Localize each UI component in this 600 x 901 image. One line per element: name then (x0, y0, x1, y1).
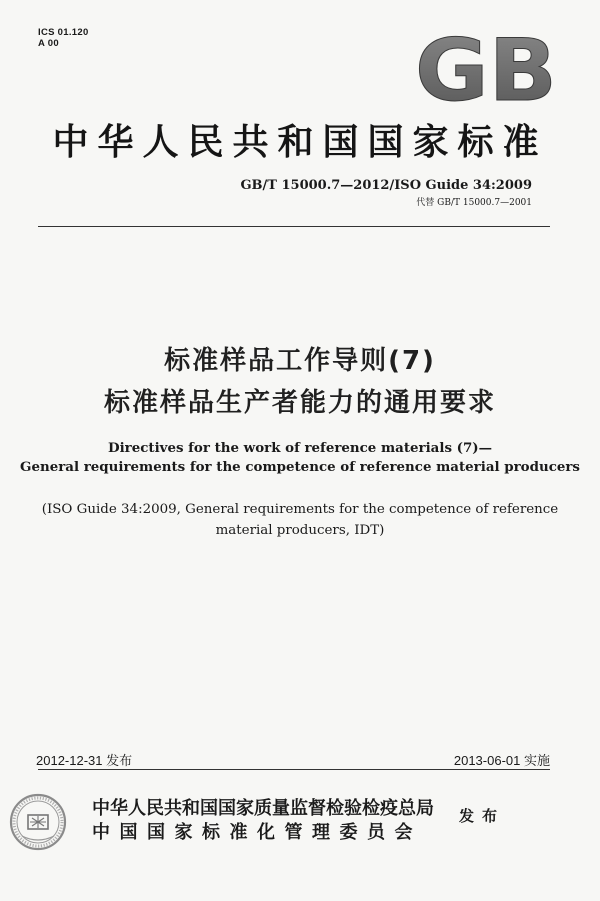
implementation-date-value: 2013-06-01 (453, 753, 521, 768)
replaces-line (416, 195, 532, 208)
issue-date-value: 2012-12-31 (36, 753, 103, 768)
replaces-label: 代替 (416, 198, 435, 208)
iso-equivalence-line1: (ISO Guide 34:2009, General requirements for the competence of reference (41, 502, 559, 517)
issue-date (36, 750, 132, 769)
ics-code: ICS 01.120 (38, 27, 89, 38)
issue-date-label: 发布 (106, 754, 133, 769)
iso-equivalence-line2: material producers, IDT) (215, 523, 385, 538)
chinese-title-line1: 标准样品工作导则(7) (164, 346, 436, 376)
header-divider (38, 226, 550, 227)
national-standard-heading: 中华人民共和国国家标准 (52, 122, 548, 163)
standard-number: GB/T 15000.7—2012/ISO Guide 34:2009 (240, 178, 532, 193)
classification-codes (38, 27, 89, 49)
chinese-title-line2: 标准样品生产者能力的通用要求 (103, 388, 496, 418)
english-title-line2: General requirements for the competence of reference material producers (20, 459, 580, 475)
footer-divider (38, 769, 550, 770)
implementation-date (454, 750, 550, 769)
gb-logo-text: GB (415, 30, 557, 108)
english-title-line1: Directives for the work of reference materials (7)— (107, 440, 493, 456)
issuer-sac: 中国国家标准化管理委员会 (92, 822, 422, 843)
issuer-aqsiq: 中华人民共和国国家质量监督检验检疫总局 (92, 798, 434, 819)
ccs-code: A 00 (38, 38, 59, 49)
official-seal-icon (8, 792, 68, 852)
implementation-date-label: 实施 (523, 754, 550, 769)
gb-logo (412, 30, 560, 108)
replaces-number: GB/T 15000.7—2001 (437, 198, 532, 208)
publish-label: 发布 (459, 807, 506, 825)
